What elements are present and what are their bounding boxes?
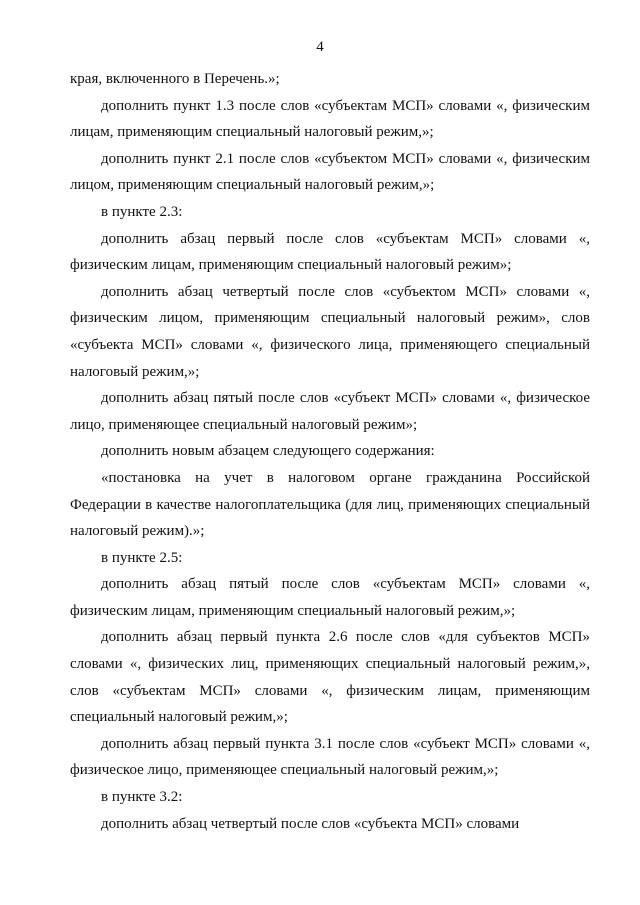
paragraph: дополнить абзац первый пункта 2.6 после слов «для субъектов МСП» словами «, физических лиц, применяющих специальный налоговый режим,», слов «субъектам МСП» словами «, физическим лицам, применяющим специальный налоговый режим,»; (70, 629, 590, 726)
paragraph: края, включенного в Перечень.»; (70, 71, 280, 87)
paragraph: в пункте 2.3: (101, 203, 183, 220)
paragraph: в пункте 2.5: (101, 549, 183, 566)
paragraph: дополнить абзац четвертый после слов «субъекта МСП» словами (101, 815, 520, 832)
paragraph: дополнить новым абзацем следующего содержания: (101, 443, 435, 460)
paragraph: дополнить пункт 2.1 после слов «субъектом МСП» словами «, физическим лицом, применяющим специальный налоговый режим,»; (70, 150, 590, 194)
paragraph: дополнить абзац первый пункта 3.1 после слов «субъект МСП» словами «, физическое лицо, применяющее специальный налоговый режим,»; (70, 735, 590, 779)
paragraph: дополнить абзац первый после слов «субъектам МСП» словами «, физическим лицам, применяющим специальный налоговый режим»; (70, 230, 590, 274)
paragraph: «постановка на учет в налоговом органе гражданина Российской Федерации в качестве налогоплательщика (для лиц, применяющих специальный налоговый режим).»; (70, 469, 590, 540)
paragraph: дополнить абзац пятый после слов «субъектам МСП» словами «, физическим лицам, применяющим специальный налоговый режим,»; (70, 576, 590, 619)
paragraph: дополнить пункт 1.3 после слов «субъектам МСП» словами «, физическим лицам, применяющим специальный налоговый режим,»; (70, 97, 590, 141)
page-number: 4 (316, 39, 324, 55)
paragraph: дополнить абзац четвертый после слов «субъектом МСП» словами «, физическим лицом, применяющим специальный налоговый режим», слов «субъекта МСП» словами «, физического лица, применяющего специальный налоговый режим,»; (70, 283, 590, 380)
paragraph: в пункте 3.2: (101, 789, 183, 806)
document-body (70, 66, 590, 837)
paragraph: дополнить абзац пятый после слов «субъект МСП» словами «, физическое лицо, применяющее специальный налоговый режим»; (70, 390, 590, 433)
